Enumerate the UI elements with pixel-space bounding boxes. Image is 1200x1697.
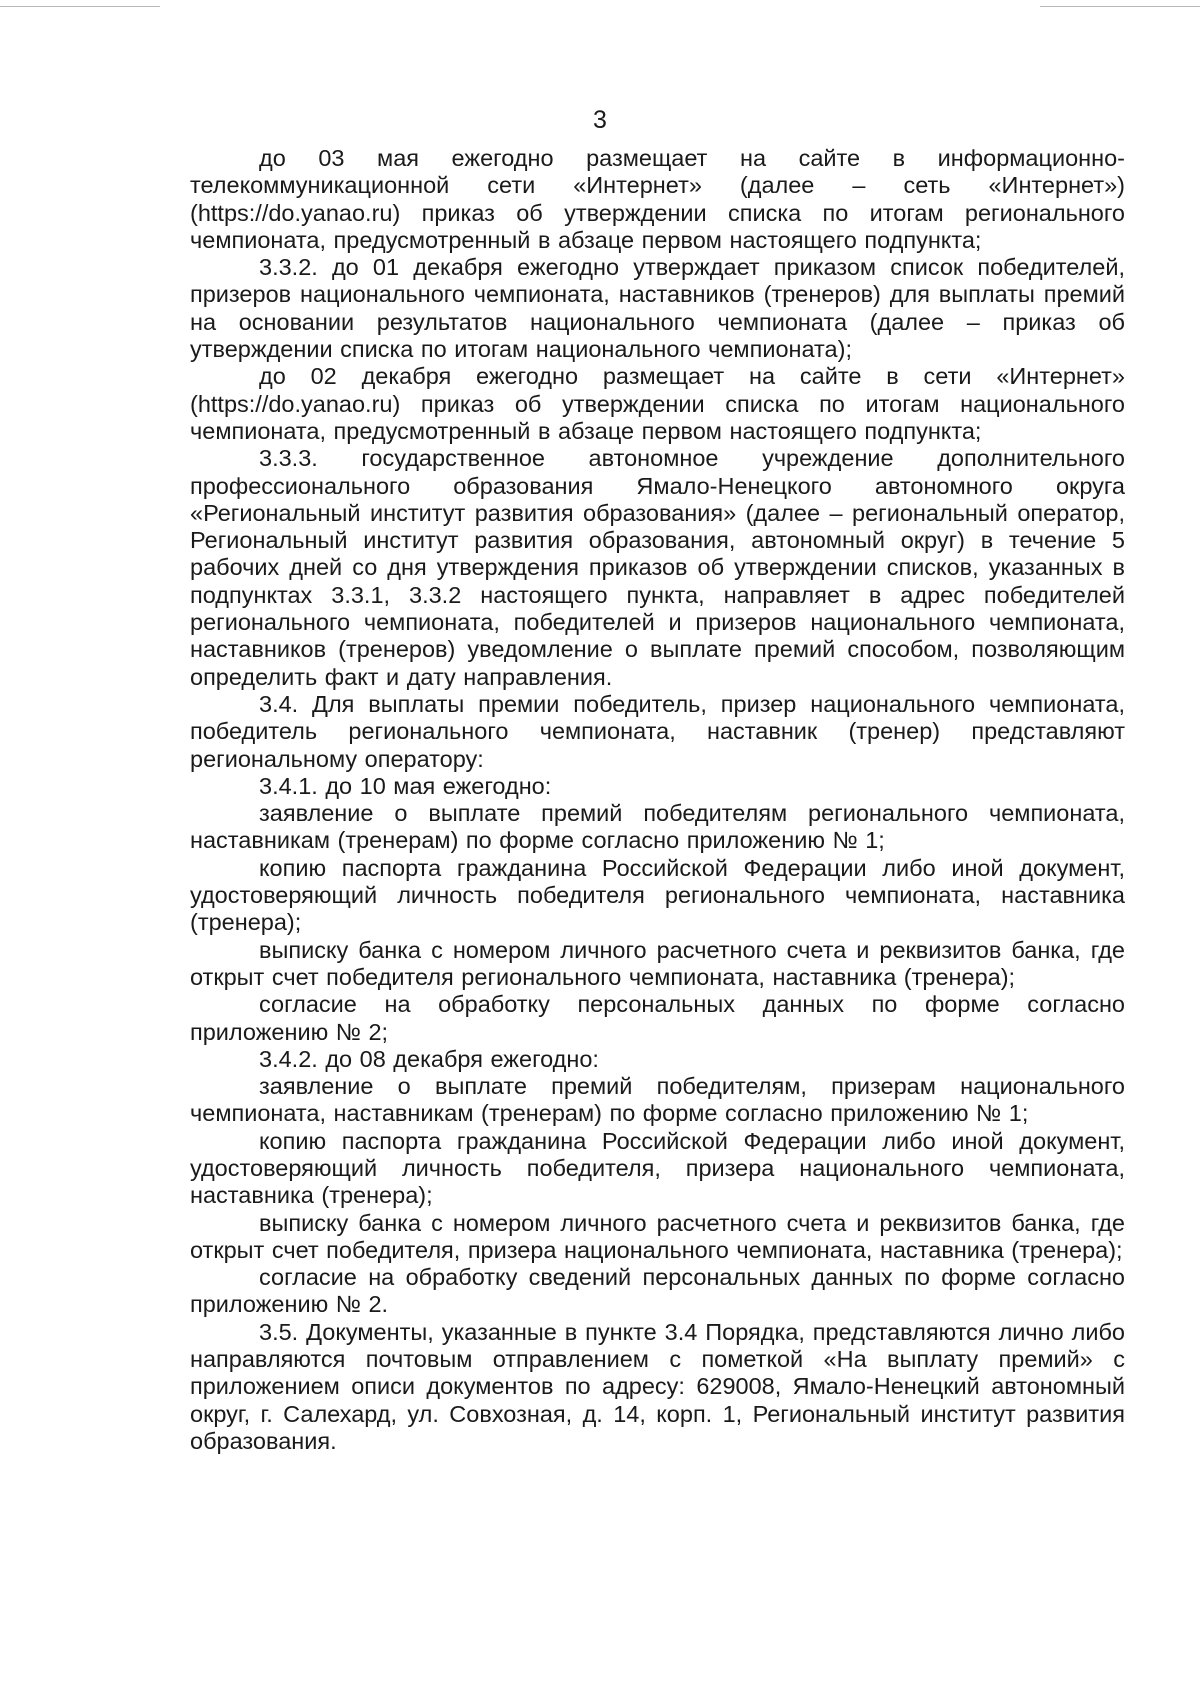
- paragraph: до 03 мая ежегодно размещает на сайте в информационно-телекоммуникационной сети «Интернет» (далее – сеть «Интернет») (https://do.yanao.ru) приказ об утверждении списка по итогам регионального чемпионата, предусмотренный в абзаце первом настоящего подпункта;: [190, 145, 1125, 253]
- paragraph: выписку банка с номером личного расчетного счета и реквизитов банка, где открыт счет победителя, призера национального чемпионата, наставника (тренера);: [190, 1209, 1125, 1263]
- paragraph: 3.3.2. до 01 декабря ежегодно утверждает приказом список победителей, призеров национального чемпионата, наставников (тренеров) для выплаты премий на основании результатов национального чемпионата (далее – приказ об утверждении списка по итогам национального чемпионата);: [190, 254, 1125, 363]
- paragraph: выписку банка с номером личного расчетного счета и реквизитов банка, где открыт счет победителя регионального чемпионата, наставника (тренера);: [190, 936, 1125, 990]
- paragraph: согласие на обработку персональных данных по форме согласно приложению № 2;: [190, 991, 1125, 1045]
- paragraph: 3.4.1. до 10 мая ежегодно:: [259, 772, 552, 799]
- paragraph: 3.4.2. до 08 декабря ежегодно:: [259, 1045, 599, 1072]
- paragraph: заявление о выплате премий победителям регионального чемпионата, наставникам (тренерам) по форме согласно приложению № 1;: [190, 800, 1125, 854]
- paragraph: 3.4. Для выплаты премии победитель, призер национального чемпионата, победитель регионального чемпионата, наставник (тренер) представляют региональному оператору:: [190, 690, 1125, 772]
- paragraph: заявление о выплате премий победителям, призерам национального чемпионата, наставникам (тренерам) по форме согласно приложению № 1;: [190, 1073, 1125, 1127]
- paragraph: до 02 декабря ежегодно размещает на сайте в сети «Интернет» (https://do.yanao.ru) приказ об утверждении списка по итогам национального чемпионата, предусмотренный в абзаце первом настоящего подпункта;: [190, 363, 1125, 444]
- paragraph: 3.5. Документы, указанные в пункте 3.4 Порядка, представляются лично либо направляются почтовым отправлением с пометкой «На выплату премий» с приложением описи документов по адресу: 629008, Ямало-Ненецкий автономный округ, г. Салехард, ул. Совхозная, д. 14, корп. 1, Региональный институт развития образования.: [190, 1318, 1125, 1454]
- document-body: [190, 145, 1125, 1455]
- paragraph: копию паспорта гражданина Российской Федерации либо иной документ, удостоверяющий личность победителя регионального чемпионата, наставника (тренера);: [190, 854, 1125, 936]
- page-number: 3: [593, 106, 607, 134]
- paragraph: согласие на обработку сведений персональных данных по форме согласно приложению № 2.: [190, 1264, 1125, 1318]
- scan-edge-mark: [0, 6, 160, 7]
- paragraph: 3.3.3. государственное автономное учреждение дополнительного профессионального образования Ямало-Ненецкого автономного округа «Региональный институт развития образования» (далее – региональный оператор, Региональный институт развития образования, автономный округ) в течение 5 рабочих дней со дня утверждения приказов об утверждении списков, указанных в подпунктах 3.3.1, 3.3.2 настоящего пункта, направляет в адрес победителей регионального чемпионата, победителей и призеров национального чемпионата, наставников (тренеров) уведомление о выплате премий способом, позволяющим определить факт и дату направления.: [190, 445, 1125, 690]
- paragraph: копию паспорта гражданина Российской Федерации либо иной документ, удостоверяющий личность победителя, призера национального чемпионата, наставника (тренера);: [190, 1127, 1125, 1209]
- scan-edge-mark: [1040, 6, 1200, 7]
